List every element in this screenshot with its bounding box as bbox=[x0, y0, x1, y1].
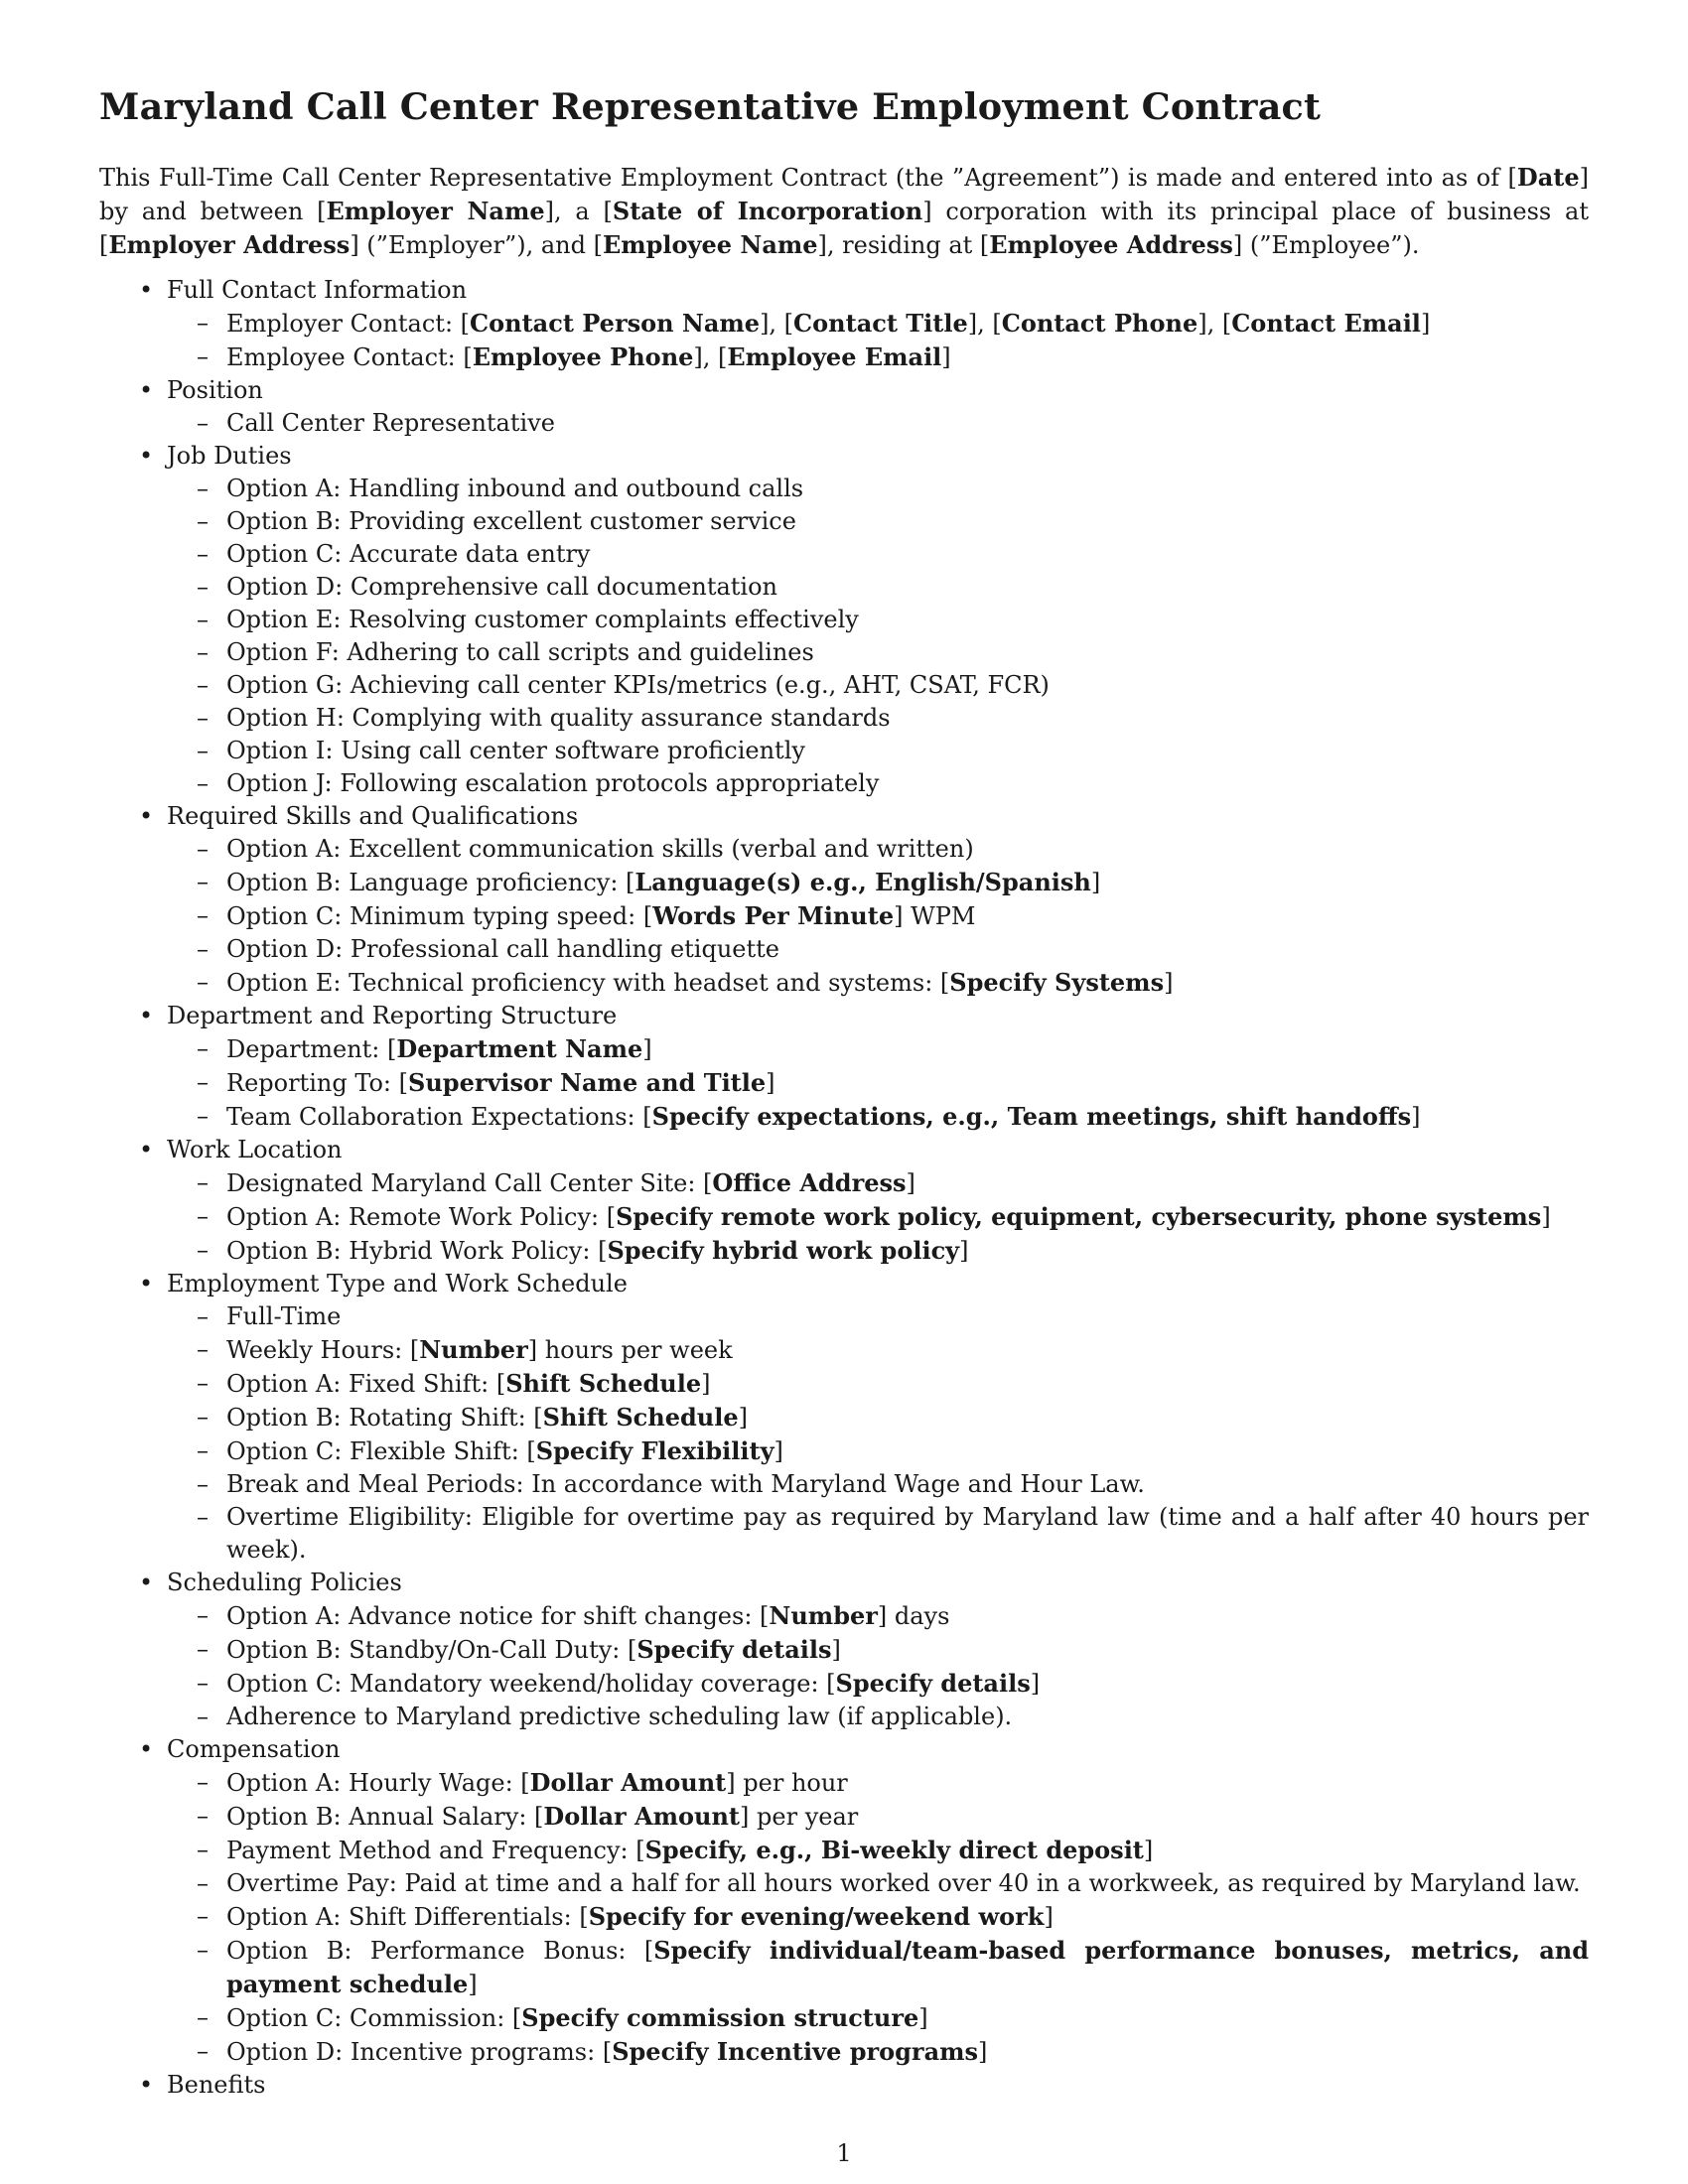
list-item bbox=[167, 1300, 1589, 1333]
text-run: ] bbox=[774, 1436, 783, 1465]
text-run: Break and Meal Periods: In accordance with Maryland Wage and Hour Law. bbox=[226, 1469, 1145, 1498]
placeholder-field: Shift Schedule bbox=[542, 1402, 739, 1432]
list-item bbox=[167, 307, 1589, 341]
list-item bbox=[167, 2001, 1589, 2035]
section-subitems bbox=[167, 1032, 1589, 1134]
text-run: Option A: Hourly Wage: [ bbox=[226, 1768, 530, 1797]
text-run: Option B: Rotating Shift: [ bbox=[226, 1403, 543, 1432]
list-item bbox=[167, 2035, 1589, 2069]
dash-icon: – bbox=[197, 1334, 209, 1363]
placeholder-field: State of Incorporation bbox=[612, 196, 923, 225]
section-heading: Department and Reporting Structure bbox=[167, 1001, 618, 1029]
dash-icon: – bbox=[197, 1067, 209, 1096]
text-run: Option H: Complying with quality assurance standards bbox=[226, 703, 891, 732]
text-run: ], [ bbox=[1197, 309, 1232, 338]
dash-icon: – bbox=[197, 1101, 209, 1130]
placeholder-field: Contact Phone bbox=[1001, 308, 1198, 338]
dash-icon: – bbox=[197, 1801, 209, 1830]
text-run: Option C: Minimum typing speed: [ bbox=[226, 901, 653, 930]
document-title: Maryland Call Center Representative Employment Contract bbox=[99, 85, 1322, 128]
placeholder-field: Specify remote work policy, equipment, cybersecurity, phone systems bbox=[616, 1201, 1542, 1231]
section-subitems bbox=[167, 1766, 1589, 2069]
placeholder-field: Specify commission structure bbox=[521, 2002, 919, 2032]
placeholder-field: Specify Systems bbox=[949, 967, 1165, 997]
text-run: Option I: Using call center software proficiently bbox=[226, 736, 805, 764]
bullet-icon: • bbox=[139, 441, 154, 470]
contract-sections-list bbox=[99, 274, 1589, 2102]
list-item bbox=[167, 1800, 1589, 1834]
bullet-icon: • bbox=[139, 275, 154, 304]
text-run: Option A: Handling inbound and outbound calls bbox=[226, 474, 804, 502]
list-item bbox=[167, 505, 1589, 538]
dash-icon: – bbox=[197, 341, 209, 370]
page-number: 1 bbox=[836, 2139, 852, 2167]
list-item bbox=[167, 1834, 1589, 1867]
list-item bbox=[167, 1900, 1589, 1934]
text-run: ] bbox=[1164, 968, 1174, 997]
list-item bbox=[167, 473, 1589, 505]
text-run: Option D: Comprehensive call documentation bbox=[226, 572, 777, 601]
text-run: Overtime Eligibility: Eligible for overtime pay as required by Maryland law (time and a half after 40 hours per week). bbox=[226, 1502, 1589, 1564]
dash-icon: – bbox=[197, 834, 209, 863]
list-item bbox=[167, 833, 1589, 866]
text-run: ] days bbox=[877, 1601, 950, 1630]
document-page bbox=[99, 85, 1589, 2102]
dash-icon: – bbox=[197, 308, 209, 337]
text-run: ] bbox=[642, 1034, 652, 1063]
section-heading: Scheduling Policies bbox=[167, 1568, 402, 1596]
dash-icon: – bbox=[197, 900, 209, 929]
list-item bbox=[167, 538, 1589, 571]
section-subitems bbox=[167, 1166, 1589, 1268]
dash-icon: – bbox=[197, 1901, 209, 1930]
list-item bbox=[167, 1501, 1589, 1567]
text-run: Option B: Language proficiency: [ bbox=[226, 868, 635, 896]
text-run: Option B: Performance Bonus: [ bbox=[226, 1936, 654, 1965]
list-item bbox=[167, 933, 1589, 966]
text-run: ] bbox=[1420, 309, 1431, 338]
dash-icon: – bbox=[197, 768, 209, 797]
text-run: ] bbox=[766, 1068, 775, 1097]
text-run: Option A: Shift Differentials: [ bbox=[226, 1902, 589, 1931]
dash-icon: – bbox=[197, 572, 209, 601]
bullet-icon: • bbox=[139, 1734, 154, 1763]
section-item bbox=[99, 374, 1589, 440]
text-run: Employer Contact: [ bbox=[226, 309, 471, 338]
text-run: ] (”Employee”). bbox=[1232, 230, 1420, 259]
placeholder-field: Specify Incentive programs bbox=[612, 2036, 979, 2066]
text-run: ] bbox=[978, 2037, 988, 2066]
list-item bbox=[167, 1633, 1589, 1667]
section-heading: Employment Type and Work Schedule bbox=[167, 1269, 628, 1297]
section-item bbox=[99, 274, 1589, 374]
text-run: Designated Maryland Call Center Site: [ bbox=[226, 1168, 713, 1197]
text-run: Option C: Accurate data entry bbox=[226, 539, 591, 568]
section-heading: Compensation bbox=[167, 1734, 341, 1763]
text-run: Weekly Hours: [ bbox=[226, 1335, 420, 1364]
list-item bbox=[167, 1867, 1589, 1900]
dash-icon: – bbox=[197, 2036, 209, 2065]
dash-icon: – bbox=[197, 867, 209, 895]
list-item bbox=[167, 1599, 1589, 1633]
list-item bbox=[167, 1032, 1589, 1066]
dash-icon: – bbox=[197, 670, 209, 699]
placeholder-field: Number bbox=[419, 1334, 528, 1364]
dash-icon: – bbox=[197, 1033, 209, 1062]
list-item bbox=[167, 341, 1589, 374]
text-run: Team Collaboration Expectations: [ bbox=[226, 1102, 652, 1131]
section-item bbox=[99, 1567, 1589, 1733]
list-item bbox=[167, 1367, 1589, 1401]
list-item bbox=[167, 1333, 1589, 1367]
section-subitems bbox=[167, 307, 1589, 374]
section-heading: Position bbox=[167, 375, 263, 404]
text-run: ] per year bbox=[740, 1802, 859, 1831]
text-run: ] bbox=[1143, 1836, 1154, 1864]
section-item bbox=[99, 1134, 1589, 1268]
section-subitems bbox=[167, 833, 1589, 1000]
text-run: Option B: Hybrid Work Policy: [ bbox=[226, 1236, 608, 1265]
placeholder-field: Dollar Amount bbox=[529, 1767, 727, 1797]
section-subitems bbox=[167, 1300, 1589, 1567]
text-run: ] bbox=[738, 1403, 748, 1432]
section-subitems bbox=[167, 1599, 1589, 1733]
placeholder-field: Employee Phone bbox=[472, 341, 694, 371]
text-run: Overtime Pay: Paid at time and a half for all hours worked over 40 in a workweek, as required by Maryland law. bbox=[226, 1868, 1581, 1897]
list-item bbox=[167, 604, 1589, 636]
bullet-icon: • bbox=[139, 1269, 154, 1297]
placeholder-field: Language(s) e.g., English/Spanish bbox=[634, 867, 1091, 896]
section-heading: Job Duties bbox=[167, 441, 292, 470]
dash-icon: – bbox=[197, 539, 209, 568]
section-heading: Work Location bbox=[167, 1135, 343, 1163]
dash-icon: – bbox=[197, 474, 209, 502]
text-run: ], [ bbox=[693, 342, 728, 371]
list-item bbox=[167, 407, 1589, 440]
text-run: Employee Contact: [ bbox=[226, 342, 473, 371]
text-run: Option F: Adhering to call scripts and guidelines bbox=[226, 637, 814, 666]
placeholder-field: Contact Email bbox=[1231, 308, 1421, 338]
bullet-icon: • bbox=[139, 375, 154, 404]
list-item bbox=[167, 899, 1589, 933]
dash-icon: – bbox=[197, 967, 209, 996]
text-run: Call Center Representative bbox=[226, 408, 555, 437]
text-run: ] hours per week bbox=[527, 1335, 733, 1364]
list-item bbox=[167, 966, 1589, 1000]
text-run: ] bbox=[1411, 1102, 1421, 1131]
placeholder-field: Specify for evening/weekend work bbox=[588, 1901, 1045, 1931]
list-item bbox=[167, 1066, 1589, 1100]
placeholder-field: Specify expectations, e.g., Team meetings, shift handoffs bbox=[651, 1101, 1412, 1131]
placeholder-field: Date bbox=[1516, 162, 1580, 192]
placeholder-field: Specify individual/team-based performance bonuses, metrics, and payment schedule bbox=[226, 1935, 1589, 1998]
section-item bbox=[99, 1733, 1589, 2069]
list-item bbox=[167, 767, 1589, 800]
list-item bbox=[167, 1934, 1589, 2001]
placeholder-field: Specify hybrid work policy bbox=[607, 1235, 960, 1265]
text-run: Option A: Advance notice for shift changes: [ bbox=[226, 1601, 770, 1630]
text-run: ] bbox=[906, 1168, 915, 1197]
placeholder-field: Contact Title bbox=[793, 308, 968, 338]
dash-icon: – bbox=[197, 1702, 209, 1730]
text-run: ] bbox=[831, 1635, 841, 1664]
placeholder-field: Contact Person Name bbox=[470, 308, 761, 338]
section-item bbox=[99, 2069, 1589, 2102]
list-item bbox=[167, 866, 1589, 899]
text-run: Full-Time bbox=[226, 1301, 342, 1330]
text-run: Option C: Mandatory weekend/holiday coverage: [ bbox=[226, 1669, 836, 1698]
text-run: ] by and between [ bbox=[99, 163, 1589, 225]
dash-icon: – bbox=[197, 605, 209, 633]
text-run: Option E: Resolving customer complaints effectively bbox=[226, 605, 859, 633]
list-item bbox=[167, 669, 1589, 702]
intro-paragraph bbox=[99, 161, 1589, 262]
dash-icon: – bbox=[197, 1835, 209, 1863]
text-run: Reporting To: [ bbox=[226, 1068, 408, 1097]
text-run: Option C: Commission: [ bbox=[226, 2003, 522, 2032]
text-run: ], [ bbox=[967, 309, 1002, 338]
placeholder-field: Words Per Minute bbox=[652, 900, 895, 930]
dash-icon: – bbox=[197, 408, 209, 437]
text-run: Option G: Achieving call center KPIs/metrics (e.g., AHT, CSAT, FCR) bbox=[226, 670, 1050, 699]
text-run: This Full-Time Call Center Representative Employment Contract (the ”Agreement”) is made and entered into as of [ bbox=[99, 163, 1517, 192]
text-run: Option B: Annual Salary: [ bbox=[226, 1802, 544, 1831]
text-run: ] corporation with its principal place of business at [ bbox=[99, 197, 1589, 259]
list-item bbox=[167, 1701, 1589, 1733]
text-run: ] bbox=[1044, 1902, 1054, 1931]
dash-icon: – bbox=[197, 1600, 209, 1629]
dash-icon: – bbox=[197, 1634, 209, 1663]
text-run: ] bbox=[1090, 868, 1101, 896]
bullet-icon: • bbox=[139, 1001, 154, 1029]
section-subitems bbox=[167, 473, 1589, 800]
text-run: ] bbox=[918, 2003, 928, 2032]
placeholder-field: Specify details bbox=[835, 1668, 1031, 1698]
bullet-icon: • bbox=[139, 1135, 154, 1163]
placeholder-field: Employer Name bbox=[326, 196, 545, 225]
list-item bbox=[167, 1468, 1589, 1501]
text-run: ] bbox=[959, 1236, 969, 1265]
list-item bbox=[167, 1100, 1589, 1134]
section-item bbox=[99, 800, 1589, 1000]
list-item bbox=[167, 1200, 1589, 1234]
dash-icon: – bbox=[197, 736, 209, 764]
text-run: ] per hour bbox=[726, 1768, 848, 1797]
dash-icon: – bbox=[197, 2002, 209, 2031]
section-subitems bbox=[167, 407, 1589, 440]
list-item bbox=[167, 1766, 1589, 1800]
list-item bbox=[167, 702, 1589, 735]
placeholder-field: Department Name bbox=[396, 1033, 643, 1063]
placeholder-field: Employee Email bbox=[727, 341, 942, 371]
placeholder-field: Shift Schedule bbox=[505, 1368, 702, 1398]
text-run: Option A: Fixed Shift: [ bbox=[226, 1369, 506, 1398]
placeholder-field: Dollar Amount bbox=[543, 1801, 741, 1831]
section-item bbox=[99, 1000, 1589, 1134]
bullet-icon: • bbox=[139, 1568, 154, 1596]
list-item bbox=[167, 1401, 1589, 1434]
placeholder-field: Specify Flexibility bbox=[535, 1435, 774, 1465]
text-run: Option A: Remote Work Policy: [ bbox=[226, 1202, 617, 1231]
placeholder-field: Employee Address bbox=[989, 229, 1233, 259]
dash-icon: – bbox=[197, 1235, 209, 1264]
placeholder-field: Employer Address bbox=[108, 229, 351, 259]
text-run: Option C: Flexible Shift: [ bbox=[226, 1436, 536, 1465]
placeholder-field: Office Address bbox=[712, 1167, 907, 1197]
list-item bbox=[167, 1434, 1589, 1468]
section-heading: Full Contact Information bbox=[167, 275, 468, 304]
placeholder-field: Specify, e.g., Bi-weekly direct deposit bbox=[644, 1835, 1144, 1864]
text-run: Option A: Excellent communication skills (verbal and written) bbox=[226, 834, 974, 863]
text-run: ], a [ bbox=[544, 197, 613, 225]
text-run: ] bbox=[1030, 1669, 1041, 1698]
dash-icon: – bbox=[197, 1469, 209, 1498]
dash-icon: – bbox=[197, 1368, 209, 1397]
text-run: ], residing at [ bbox=[817, 230, 990, 259]
list-item bbox=[167, 1234, 1589, 1268]
placeholder-field: Specify details bbox=[636, 1634, 832, 1664]
section-item bbox=[99, 1268, 1589, 1567]
dash-icon: – bbox=[197, 1301, 209, 1330]
dash-icon: – bbox=[197, 1167, 209, 1196]
placeholder-field: Employee Name bbox=[602, 229, 818, 259]
list-item bbox=[167, 636, 1589, 669]
list-item bbox=[167, 1667, 1589, 1701]
text-run: Option E: Technical proficiency with headset and systems: [ bbox=[226, 968, 950, 997]
dash-icon: – bbox=[197, 1935, 209, 1964]
text-run: Option B: Providing excellent customer service bbox=[226, 506, 796, 535]
text-run: ] bbox=[468, 1970, 478, 1998]
dash-icon: – bbox=[197, 934, 209, 963]
text-run: Department: [ bbox=[226, 1034, 397, 1063]
dash-icon: – bbox=[197, 1502, 209, 1531]
text-run: Option J: Following escalation protocols appropriately bbox=[226, 768, 880, 797]
text-run: Option D: Incentive programs: [ bbox=[226, 2037, 613, 2066]
text-run: ] bbox=[1541, 1202, 1551, 1231]
dash-icon: – bbox=[197, 1868, 209, 1897]
text-run: ] (”Employer”), and [ bbox=[350, 230, 603, 259]
text-run: Payment Method and Frequency: [ bbox=[226, 1836, 645, 1864]
bullet-icon: • bbox=[139, 801, 154, 830]
dash-icon: – bbox=[197, 703, 209, 732]
text-run: Adherence to Maryland predictive scheduling law (if applicable). bbox=[226, 1702, 1013, 1730]
text-run: ] WPM bbox=[894, 901, 976, 930]
text-run: ], [ bbox=[760, 309, 794, 338]
text-run: ] bbox=[701, 1369, 711, 1398]
dash-icon: – bbox=[197, 1201, 209, 1230]
dash-icon: – bbox=[197, 506, 209, 535]
dash-icon: – bbox=[197, 1402, 209, 1431]
list-item bbox=[167, 735, 1589, 767]
dash-icon: – bbox=[197, 1668, 209, 1697]
list-item bbox=[167, 571, 1589, 604]
dash-icon: – bbox=[197, 1435, 209, 1464]
dash-icon: – bbox=[197, 637, 209, 666]
section-heading: Required Skills and Qualifications bbox=[167, 801, 579, 830]
dash-icon: – bbox=[197, 1767, 209, 1796]
text-run: Option D: Professional call handling etiquette bbox=[226, 934, 779, 963]
placeholder-field: Number bbox=[769, 1600, 878, 1630]
text-run: Option B: Standby/On-Call Duty: [ bbox=[226, 1635, 637, 1664]
list-item bbox=[167, 1166, 1589, 1200]
section-item bbox=[99, 440, 1589, 800]
bullet-icon: • bbox=[139, 2070, 154, 2099]
section-heading: Benefits bbox=[167, 2070, 266, 2099]
text-run: ] bbox=[941, 342, 951, 371]
placeholder-field: Supervisor Name and Title bbox=[408, 1067, 767, 1097]
